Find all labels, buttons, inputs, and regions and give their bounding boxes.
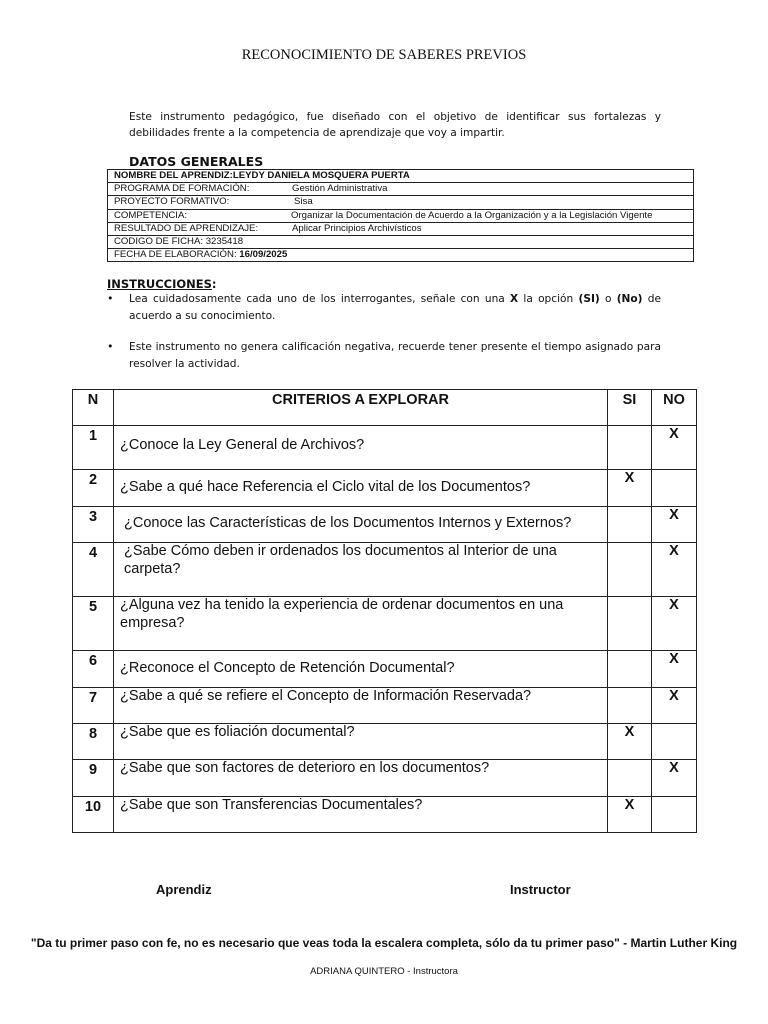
criterion-question: ¿Conoce las Características de los Documentos Internos y Externos? (114, 507, 608, 543)
table-row: 3 ¿Conoce las Características de los Documentos Internos y Externos? X (73, 507, 697, 543)
author-credit: ADRIANA QUINTERO - Instructora (310, 966, 458, 977)
criterion-question: ¿Sabe a qué se refiere el Concepto de Información Reservada? (114, 688, 608, 724)
si-mark (608, 760, 652, 797)
si-mark (608, 688, 652, 724)
dg-row-resultado (108, 223, 693, 236)
dg-row-nombre (108, 170, 693, 183)
table-row: 1 ¿Conoce la Ley General de Archivos? X (73, 426, 697, 470)
dg-label: CODIGO DE FICHA: (114, 235, 204, 247)
dg-label: FECHA DE ELABORACIÓN: (114, 249, 237, 261)
header-n: N (73, 390, 114, 426)
dg-value: Organizar la Documentación de Acuerdo a la Organización y a la Legislación Vigente (291, 209, 653, 221)
criterion-question: ¿Sabe que son factores de deterioro en los documentos? (114, 760, 608, 797)
closing-quote: "Da tu primer paso con fe, no es necesario que veas toda la escalera completa, sólo da tu primer paso" - Martin Luther King (30, 936, 738, 950)
signature-instructor: Instructor (510, 882, 571, 897)
criterion-question: ¿Sabe Cómo deben ir ordenados los documentos al Interior de una carpeta? (114, 543, 608, 597)
no-mark: X (652, 543, 697, 597)
dg-row-programa (108, 183, 693, 196)
bullet-icon: • (107, 292, 114, 305)
datos-generales-heading: DATOS GENERALES (129, 154, 264, 169)
table-row: 9 ¿Sabe que son factores de deterioro en los documentos? X (73, 760, 697, 797)
instruction-item: • Este instrumento no genera calificación negativa, recuerde tener presente el tiempo asignado para resolver la actividad. (107, 340, 661, 370)
si-mark: X (608, 797, 652, 833)
table-row: 10 ¿Sabe que son Transferencias Documentales? X (73, 797, 697, 833)
si-mark (608, 597, 652, 651)
dg-label: COMPETENCIA: (114, 209, 188, 221)
dg-label: NOMBRE DEL APRENDIZ: (114, 170, 233, 181)
criteria-header-row (73, 390, 697, 426)
table-row: 2 ¿Sabe a qué hace Referencia el Ciclo vital de los Documentos? X (73, 470, 697, 507)
table-row: 6 ¿Reconoce el Concepto de Retención Documental? X (73, 651, 697, 688)
dg-row-fecha (108, 249, 693, 261)
criterion-question: ¿Alguna vez ha tenido la experiencia de ordenar documentos en una empresa? (114, 597, 608, 651)
dg-value: Aplicar Principios Archivísticos (292, 222, 422, 234)
header-criterios: CRITERIOS A EXPLORAR (114, 390, 608, 426)
dg-value: Gestión Administrativa (292, 183, 388, 195)
no-mark (652, 470, 697, 507)
criteria-table (72, 389, 697, 833)
dg-row-proyecto (108, 196, 693, 209)
bullet-icon: • (107, 340, 114, 353)
criterion-question: ¿Reconoce el Concepto de Retención Documental? (114, 651, 608, 688)
table-row: 7 ¿Sabe a qué se refiere el Concepto de Información Reservada? X (73, 688, 697, 724)
instrucciones-heading: INSTRUCCIONES: (107, 277, 217, 291)
datos-generales-table (107, 169, 694, 262)
si-mark (608, 507, 652, 543)
no-mark: X (652, 688, 697, 724)
header-si: SI (608, 390, 652, 426)
table-row: 8 ¿Sabe que es foliación documental? X (73, 724, 697, 760)
instruction-item: • Lea cuidadosamente cada uno de los interrogantes, señale con una X la opción (SI) o (No) de acuerdo a su conocimiento. (107, 292, 661, 322)
criterion-question: ¿Conoce la Ley General de Archivos? (114, 426, 608, 470)
dg-label: PROYECTO FORMATIVO: (114, 196, 230, 208)
table-row: 4 ¿Sabe Cómo deben ir ordenados los documentos al Interior de una carpeta? X (73, 543, 697, 597)
dg-row-competencia (108, 210, 693, 223)
si-mark: X (608, 470, 652, 507)
si-mark: X (608, 724, 652, 760)
table-row: 5 ¿Alguna vez ha tenido la experiencia de ordenar documentos en una empresa? X (73, 597, 697, 651)
criterion-question: ¿Sabe que son Transferencias Documentales? (114, 797, 608, 833)
criterion-question: ¿Sabe a qué hace Referencia el Ciclo vital de los Documentos? (114, 470, 608, 507)
no-mark (652, 797, 697, 833)
dg-label: RESULTADO DE APRENDIZAJE: (114, 222, 259, 234)
signature-aprendiz: Aprendiz (156, 882, 212, 897)
si-mark (608, 426, 652, 470)
si-mark (608, 543, 652, 597)
no-mark (652, 724, 697, 760)
si-mark (608, 651, 652, 688)
dg-value: 3235418 (205, 235, 244, 247)
intro-paragraph: Este instrumento pedagógico, fue diseñado con el objetivo de identificar sus fortalezas y debilidades frente a la competencia de aprendizaje que voy a impartir. (129, 111, 661, 139)
document-title: RECONOCIMIENTO DE SABERES PREVIOS (241, 47, 527, 63)
instrucciones-list (107, 291, 661, 372)
dg-value: Sisa (294, 196, 313, 208)
dg-value: 16/09/2025 (239, 249, 288, 261)
no-mark: X (652, 507, 697, 543)
dg-row-ficha (108, 236, 693, 249)
dg-value: LEYDY DANIELA MOSQUERA PUERTA (232, 170, 410, 181)
criterion-question: ¿Sabe que es foliación documental? (114, 724, 608, 760)
no-mark: X (652, 426, 697, 470)
no-mark: X (652, 651, 697, 688)
header-no: NO (652, 390, 697, 426)
no-mark: X (652, 760, 697, 797)
dg-label: PROGRAMA DE FORMACIÓN: (114, 183, 250, 195)
no-mark: X (652, 597, 697, 651)
